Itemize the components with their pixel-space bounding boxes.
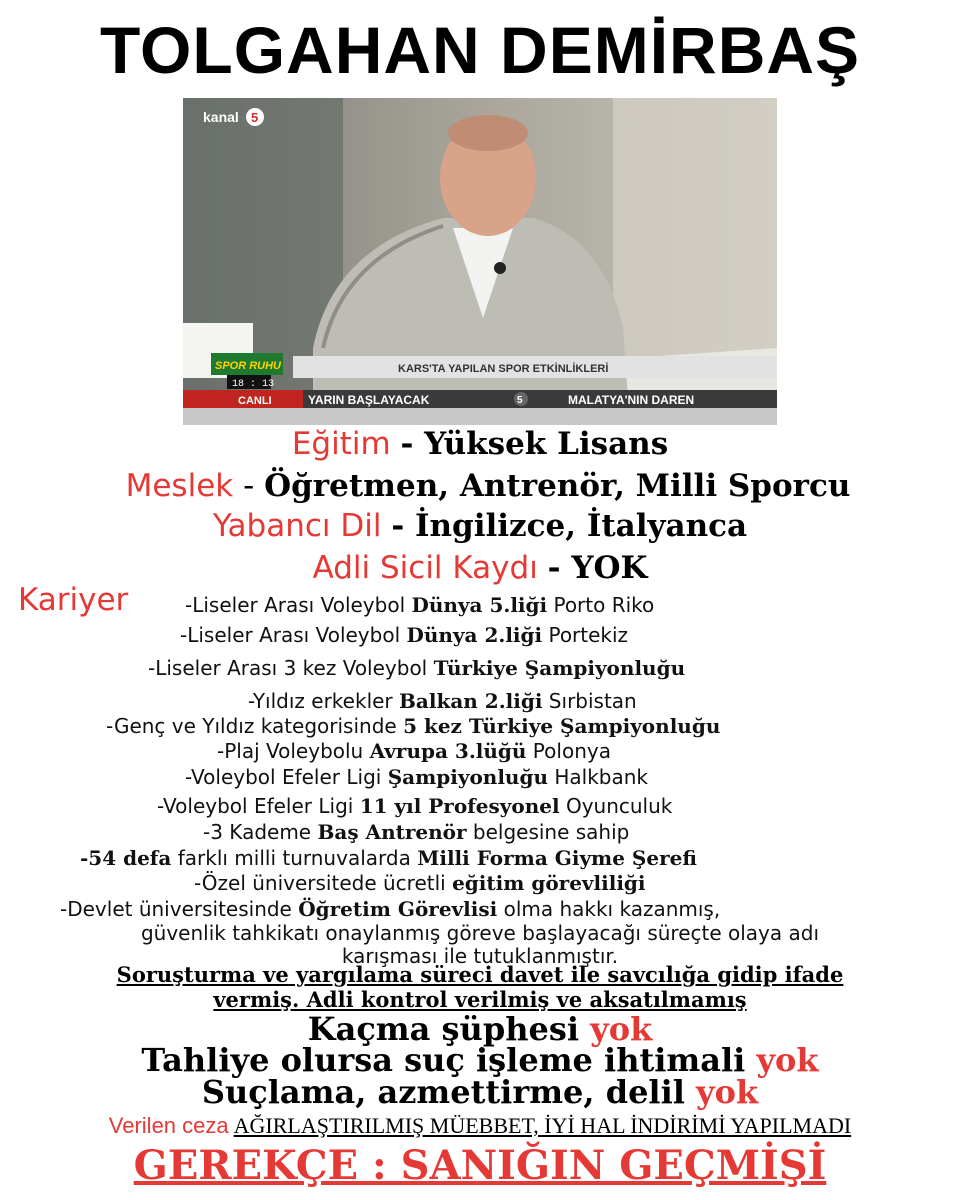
- caption-text: KARS'TA YAPILAN SPOR ETKİNLİKLERİ: [398, 363, 609, 375]
- education-label: Eğitim: [291, 426, 391, 462]
- career-item-highlight: eğitim görevliliği: [452, 871, 646, 895]
- claim-reoffense-value: yok: [756, 1041, 819, 1079]
- career-item: [157, 793, 672, 819]
- career-item-highlight: Şampiyonluğu: [387, 765, 548, 789]
- career-item-continuation: karışması ile tutuklanmıştır.: [341, 944, 619, 968]
- ticker-left: YARIN BAŞLAYACAK: [308, 393, 430, 407]
- career-item: [180, 622, 628, 648]
- career-item-continuation: güvenlik tahkikatı onaylanmış göreve başlayacağı süreçte olaya adı: [140, 921, 820, 945]
- ticker-number: 5: [517, 395, 523, 406]
- education-value: - Yüksek Lisans: [400, 426, 669, 462]
- career-item-text: -3 Kademe: [203, 820, 318, 844]
- sentence-value: AĞIRLAŞTIRILMIŞ MÜEBBET, İYİ HAL İNDİRİMİ YAPILMADI: [233, 1113, 852, 1138]
- career-item-text: belgesine sahip: [466, 820, 630, 844]
- education-line: [0, 424, 960, 464]
- career-item-text: -Voleybol Efeler Ligi: [157, 794, 360, 818]
- career-item-text: farklı milli turnuvalarda: [171, 846, 418, 870]
- career-item-text: -Liseler Arası Voleybol: [180, 623, 407, 647]
- career-item-text: Oyunculuk: [559, 794, 673, 818]
- career-item-text: -Voleybol Efeler Ligi: [185, 765, 388, 789]
- show-logo: SPOR RUHU: [215, 360, 282, 372]
- claim-evidence: Suçlama, azmettirme, delil yok: [201, 1073, 759, 1111]
- career-item-highlight: Dünya 5.liği: [411, 593, 548, 617]
- career-item: [185, 764, 648, 790]
- process-line-1: Soruşturma ve yargılama süreci davet ile savcılığa gidip ifade: [116, 962, 844, 987]
- claim-flight-risk-value: yok: [590, 1010, 653, 1048]
- career-item-text: Portekiz: [542, 623, 629, 647]
- career-item-text: -Liseler Arası 3 kez Voleybol: [148, 656, 434, 680]
- career-item-text: -Yıldız erkekler: [248, 689, 400, 713]
- career-item: [217, 738, 611, 764]
- career-item-highlight: -54 defa: [80, 846, 172, 870]
- career-item-highlight: Türkiye Şampiyonluğu: [433, 656, 686, 680]
- ticker-right: MALATYA'NIN DAREN: [568, 393, 695, 407]
- reason-heading: GEREKÇE : SANIĞIN GEÇMİŞİ: [133, 1142, 827, 1189]
- career-item-text: Halkbank: [548, 765, 648, 789]
- career-item-highlight: 11 yıl Profesyonel: [359, 794, 560, 818]
- job-label: Meslek: [125, 468, 234, 504]
- career-item: [148, 655, 685, 681]
- job-line: Meslek - Öğretmen, Antrenör, Milli Sporcu: [125, 468, 851, 504]
- record-value: - YOK: [547, 550, 648, 586]
- page-title: TOLGAHAN DEMİRBAŞ: [99, 13, 861, 87]
- career-item-text: Polonya: [526, 739, 611, 763]
- sentence-label: Verilen ceza: [108, 1113, 229, 1138]
- career-item-text: Porto Riko: [547, 593, 655, 617]
- career-item-highlight: Milli Forma Giyme Şerefi: [417, 846, 697, 870]
- career-item: [194, 870, 646, 896]
- career-item: [185, 592, 654, 618]
- career-item-highlight: Avrupa 3.lüğü: [369, 739, 527, 763]
- language-line: [0, 506, 960, 546]
- career-item-highlight: 5 kez Türkiye Şampiyonluğu: [403, 714, 721, 738]
- career-item-text: -Genç ve Yıldız kategorisinde: [106, 714, 404, 738]
- career-item-highlight: Öğretim Görevlisi: [298, 897, 498, 921]
- tv-frame-illustration: [183, 98, 777, 425]
- career-item-highlight: Baş Antrenör: [317, 820, 467, 844]
- process-line-2: vermiş. Adli kontrol verilmiş ve aksatılmamış: [213, 987, 747, 1012]
- career-item-text: Sırbistan: [542, 689, 637, 713]
- career-item-text: -Devlet üniversitesinde: [60, 897, 299, 921]
- sentence-line: [6, 1112, 954, 1141]
- career-item-text: -Özel üniversitede ücretli: [194, 871, 453, 895]
- career-label: Kariyer: [18, 582, 129, 618]
- claim-flight-risk: Kaçma şüphesi yok: [307, 1010, 653, 1048]
- language-label: Yabancı Dil: [212, 508, 382, 544]
- career-item-highlight: Balkan 2.liği: [399, 689, 543, 713]
- career-item-text: olma hakkı kazanmış,: [497, 897, 721, 921]
- live-label: CANLI: [238, 395, 272, 407]
- record-label: Adli Sicil Kaydı: [312, 550, 538, 586]
- career-item: [203, 819, 629, 845]
- claim-evidence-value: yok: [696, 1073, 759, 1111]
- claim-reoffense: Tahliye olursa suç işleme ihtimali yok: [141, 1041, 819, 1079]
- channel-logo-text: kanal: [203, 109, 239, 125]
- career-item: [248, 688, 637, 714]
- career-item-text: -Plaj Voleybolu: [217, 739, 370, 763]
- clock: 18 : 13: [232, 379, 275, 390]
- tv-screenshot-photo: [183, 98, 777, 425]
- channel-logo-number: 5: [251, 110, 259, 125]
- career-item: [106, 713, 720, 739]
- record-line: [0, 548, 960, 588]
- career-item-text: -Liseler Arası Voleybol: [185, 593, 412, 617]
- career-item: [60, 896, 720, 922]
- career-item: [80, 845, 697, 871]
- language-value: - İngilizce, İtalyanca: [391, 508, 748, 544]
- job-value: Öğretmen, Antrenör, Milli Sporcu: [264, 468, 851, 504]
- career-item-highlight: Dünya 2.liği: [406, 623, 543, 647]
